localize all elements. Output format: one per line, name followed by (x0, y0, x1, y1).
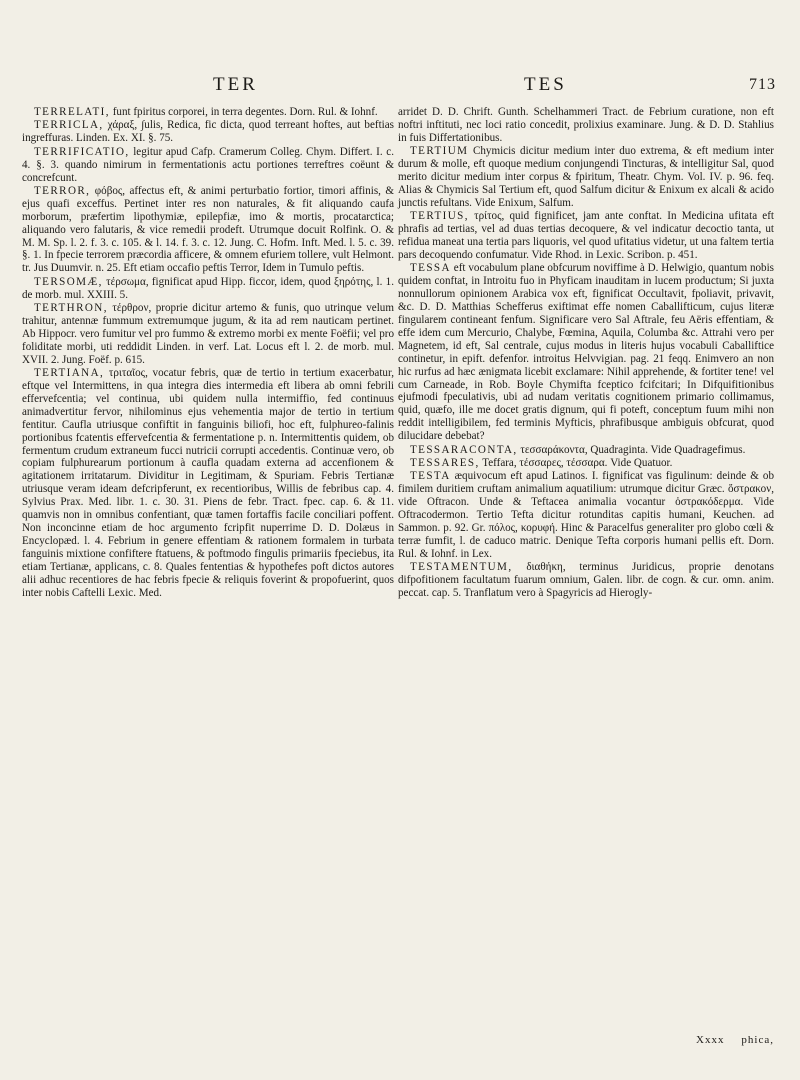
entry-headword: TESSARACONTA, (410, 443, 518, 456)
running-head-left: TER (213, 74, 258, 95)
entry-headword: TERTIANA, (34, 367, 105, 380)
entry-text: Teffara, τέσσαρες, τέσσαρα. Vide Quatuor. (482, 456, 673, 469)
dictionary-entry (398, 262, 774, 443)
entry-headword: TERRICLA, (34, 119, 104, 132)
entry-headword: TERTIUS, (410, 210, 469, 223)
dictionary-entry (398, 457, 774, 470)
entry-text: τριταῖος, vocatur febris, quæ de tertio in tertium exacerbatur, eftque vel Intermittens, in qua integra dies intermedia eft libera ab omni febrili effervefcentia; vel continua, ubi quidem nulla intermiffio, fed continuus animadvertitur fervor, nihilominus ejus vehementia major de tertio in tertium fentitur. Caufla utriusque confiftit in fanguinis biliofi, hoc eft, fulphureo-falinis portionibus fcatentis effervefcentia & fermentatione p. n. Intermittentis quidem, ob fermentum crudum extraneum fucci nutricii corrupti accedentis. Continuæ vero, ob copiam fulphurearum portionum à caufla quadam externa ad accenfionem & agitationem irritatarum. Dividitur in Legitimam, & Spuriam. Febris Tertianæ utriusque veram ideam defcripferunt, ex recentioribus, Willis de febribus cap. 4. Sylvius Prax. Med. libr. 1. c. 30. 31. Piens de febr. Tract. fpec. cap. 6. & 11. quamvis non in omnibus confentiant, quæ tamen fortaffis facile conciliari poffent. Non inconcinne etiam de hoc argumento fcripfit nuperrime D. D. Dolæus in Encyclopæd. l. 4. Febrium in genere effentiam & rationem formalem in turbata fanguinis mixtione confiftere ftatuens, & poftmodo fingulis primariis fpeciebus, ita etiam Tertianæ, applicans, c. 8. Quales fententias & hypothefes poft dictos autores alii adhuc recentiores de hac febris fpecie & reliquis foverint & propofuerint, quos inter nobis Caftelli Lexic. Med. (22, 367, 394, 599)
entry-headword: TERTHRON, (34, 302, 108, 315)
dictionary-entry (22, 276, 394, 302)
entry-text: legitur apud Cafp. Cramerum Colleg. Chym. Differt. I. c. 4. §. 3. quando nimirum in fermentationis actu portiones terreftres coëunt & concrefcunt. (22, 145, 394, 184)
page-number: 713 (749, 76, 776, 93)
dictionary-entry (398, 444, 774, 457)
entry-text: arridet D. D. Chrift. Gunth. Schelhammeri Tract. de Febrium curatione, non eft noftri inftituti, nec loci ratio concedit, prolixius examinare. Jung. & D. D. Stahlius in fuis Differtationibus. (398, 106, 774, 144)
signature-mark: Xxxx (696, 1034, 725, 1046)
entry-headword: TERRELATI, (34, 106, 110, 118)
dictionary-entry (398, 470, 774, 560)
dictionary-entry (398, 561, 774, 600)
entry-text: Chymicis dicitur medium inter duo extrema, & eft medium inter durum & molle, eft quoque medium conjungendi Tincturas, & intelligitur Sal, quod merito dicitur medium inter corpus & fpiritum, Theatr. Chym. Vol. IV. p. 96. feq. Alias & Chymicis Sal Tertium eft, quod Salfum dicitur & Enixum ex alcali & acido junctis refultans. Vide Enixum, Salfum. (398, 145, 774, 209)
catchword: phica, (741, 1034, 774, 1046)
dictionary-entry (22, 106, 394, 119)
entry-text: æquivocum eft apud Latinos. I. fignificat vas figulinum: deinde & ob fimilem duritiem cruftam animalium aquatilium: utrumque dicitur Græc. ὄστρακον, vide Oftracon. Unde & Teftacea animalia vocantur ὀστρακόδερμα. Vide Oftracodermon. Tertio Tefta dicitur rotunditas capitis humani, Keuchen. ad Sammon. p. 92. Gr. πόλος, κορυφή. Hinc & Paracelfus generaliter pro globo cœli & terræ fumfit, l. de caduco matric. Denique Tefta corporis humani pellis eft. Dorn. Rul. & Iohnf. in Lex. (398, 470, 774, 560)
dictionary-entry (398, 210, 774, 262)
entry-text: τέρσωμα, fignificat apud Hipp. ficcor, idem, quod ξηρότης, l. 1. de morb. mul. XXIII. 5. (22, 275, 394, 301)
entry-text: funt fpiritus corporei, in terra degentes. Dorn. Rul. & Iohnf. (112, 106, 378, 118)
dictionary-entry (22, 367, 394, 599)
entry-text: τρίτος, quid fignificet, jam ante conftat. In Medicina ufitata eft phrafis ad tertias, vel ad duas tertias decoquere, & vel indicatur decoctio tanta, ut refidua maneat una tertia pars liquoris, vel quod ufitatius videtur, ut una faltem tertia pars decoquendo confumatur. Vide Rhod. in Lexic. Scribon. p. 451. (398, 210, 775, 261)
dictionary-entry (22, 146, 394, 185)
entry-text: τεσσαράκοντα, Quadraginta. Vide Quadragefimus. (520, 443, 746, 456)
dictionary-entry (22, 185, 394, 275)
entry-headword: TERROR, (34, 184, 91, 197)
entry-text: τέρθρον, proprie dicitur artemo & funis, quo utrinque velum trahitur, antennæ fummum extremumque jugum, & ita ad rem nauticam pertinet. Ab Hippocr. vero fumitur vel pro fummo & extremo morbi ex mente Foëfii; vel pro foliditate morbi, uti reddidit Linden. in verf. Lat. Locus eft l. 2. de morb. mul. XVII. 2. Jung. Foëf. p. 615. (22, 302, 394, 366)
entry-text: διαθήκη, terminus Juridicus, proprie denotans difpofitionem facultatum fuarum omnium, Galen. libr. de cogn. & cur. omn. anim. peccat. cap. 5. Tranflatum vero à Spagyricis ad Hierogly- (398, 561, 774, 600)
entry-headword: TERTIUM (410, 145, 469, 158)
running-head-right: TES (524, 74, 567, 95)
entry-headword: TESTA (410, 470, 451, 483)
entry-headword: TERSOMÆ, (34, 275, 103, 288)
entry-headword: TESSARES, (410, 456, 480, 469)
dictionary-entry (22, 302, 394, 367)
entry-headword: TERRIFICATIO, (34, 145, 130, 158)
entry-text: χάραξ, ∫ulis, Redica, fic dicta, quod terreant hoftes, aut beftias ingreffuras. Linden. Ex. XI. §. 75. (22, 119, 394, 145)
entry-text: φόβος, affectus eft, & animi perturbatio fortior, timori affinis, & ejus quafi exceffus. Pertinet inter res non naturales, & fit aliquando caufa morborum, præfertim lipothymiæ, epilepfiæ, imo & mortis, procatarctica; aliquando vero falutaris, & vice remedii prodeft. Utrumque docuit Rolfink. O. & M. M. Sp. l. 2. f. 3. c. 105. & l. 14. f. 3. c. 12. Jung. C. Hofm. Inft. Med. l. 5. c. 39. §. 1. In fpecie terrorem præcordia afficere, & omnem efuriem tollere, vult Helmont. tr. Jus Duumvir. n. 25. Eft etiam occafio peftis Terror, Idem in Tumulo peftis. (22, 184, 394, 275)
entry-headword: TESSA (410, 262, 451, 275)
dictionary-entry (398, 145, 774, 210)
entry-text: eft vocabulum plane obfcurum noviffime à D. Helwigio, quantum nobis quidem conftat, in Introitu fuo in Phyficam inauditam in lucem productum; Si juxta nonnullorum opinionem Arabica vox eft, fignificat Occultavit, fpoliavit, privavit, &c. D. D. Matthias Schefferus exiftimat effe nomen Caballifticum, cujus literæ fingularem contineant fenfum. Significare vero Sal Aftrale, feu Aëris effentiam, & effe idem cum Mercurio, Chalybe, Fœmina, Aquila, Columba &c. Attrahi vero per Magnetem, id eft, Sal centrale, cujus modus in literis hujus vocabuli Caballiftice continetur, in epift. defenfor. introitus Helvvigian. pag. 21 feqq. Enimvero an non hic rurfus ad hæc ænigmata licebit exclamare: Nihil apprehende, & fortiter tene! vel cum Carneade, in Rob. Boyle Chymifta fceptico fcifcitari; In Difquifitionibus ejufmodi fpeculativis, ubi ad nudam veritatis cognitionem primario collimamus, quid, quæfo, ille me docet gratis dignum, qui fi poteft, conceptum fuum mihi non reddit intelligibilem, fed terminis Myfticis, phrafibusque ambiguis obfcurat, quod dilucidare debebat? (398, 262, 774, 443)
running-head (0, 74, 800, 98)
dictionary-entry (22, 119, 394, 145)
dictionary-entry (398, 106, 774, 145)
left-column (22, 106, 394, 600)
entry-headword: TESTAMENTUM, (410, 561, 513, 574)
right-column (398, 106, 774, 600)
